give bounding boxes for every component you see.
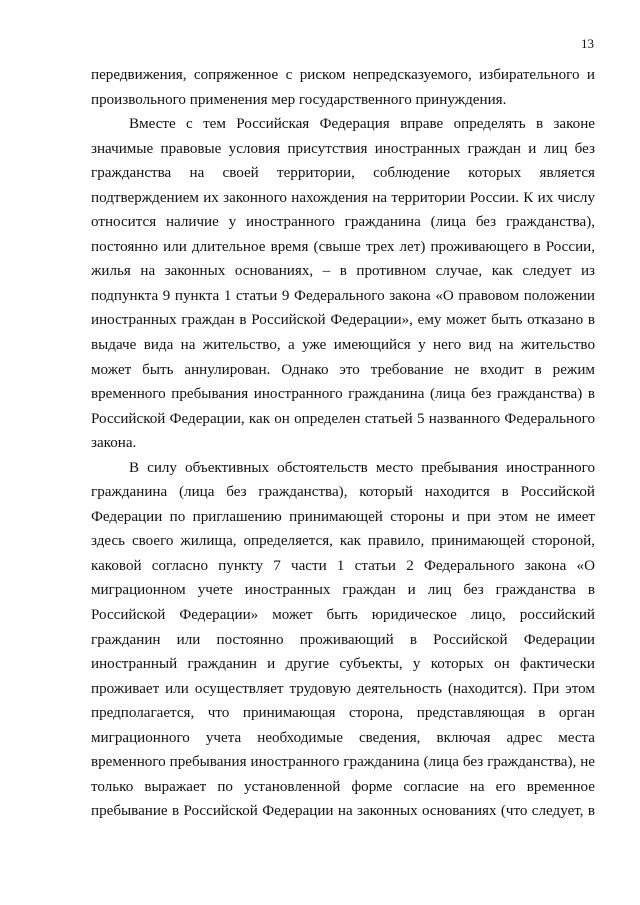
text-line: закона. bbox=[91, 435, 137, 452]
text-line: относится наличие у иностранного гражданина (лица без гражданства), bbox=[91, 214, 595, 231]
text-line: иностранных граждан в Российской Федерации», ему может быть отказано в bbox=[91, 312, 595, 329]
text-line: В силу объективных обстоятельств место пребывания иностранного bbox=[129, 459, 595, 476]
text-line: каковой согласно пункту 7 части 1 статьи 2 Федерального закона «О bbox=[91, 557, 595, 574]
text-line: гражданства на своей территории, соблюдение которых является bbox=[91, 165, 595, 182]
document-body bbox=[91, 63, 595, 824]
text-line: подтверждением их законного нахождения на территории России. К их числу bbox=[91, 189, 595, 206]
text-line: жилья на законных основаниях, – в противном случае, как следует из bbox=[91, 263, 595, 280]
text-line: Вместе с тем Российская Федерация вправе определять в законе bbox=[129, 116, 595, 133]
text-line: произвольного применения мер государственного принуждения. bbox=[91, 91, 507, 108]
text-line: постоянно или длительное время (свыше трех лет) проживающего в России, bbox=[91, 238, 595, 255]
text-line: временного пребывания иностранного гражданина (лица без гражданства), не bbox=[91, 754, 595, 771]
paragraph-1 bbox=[91, 63, 595, 112]
text-line: выдаче вида на жительство, а уже имеющийся у него вид на жительство bbox=[91, 337, 595, 354]
text-line: подпункта 9 пункта 1 статьи 9 Федерального закона «О правовом положении bbox=[91, 287, 595, 304]
text-line: только выражает по установленной форме согласие на его временное bbox=[91, 778, 595, 795]
page-number: 13 bbox=[581, 36, 594, 51]
text-line: предполагается, что принимающая сторона, представляющая в орган bbox=[91, 705, 595, 722]
paragraph-3 bbox=[91, 456, 595, 824]
text-line: гражданина (лица без гражданства), который находится в Российской bbox=[91, 484, 595, 501]
text-line: гражданин или постоянно проживающий в Российской Федерации bbox=[91, 631, 595, 648]
text-line: миграционного учета необходимые сведения, включая адрес места bbox=[91, 729, 595, 746]
text-line: Российской Федерации, как он определен статьей 5 названного Федерального bbox=[91, 410, 595, 427]
text-line: проживает или осуществляет трудовую деятельность (находится). При этом bbox=[91, 680, 595, 697]
text-line: временного пребывания иностранного гражданина (лица без гражданства) в bbox=[91, 386, 595, 403]
text-line: здесь своего жилища, определяется, как правило, принимающей стороной, bbox=[91, 533, 595, 550]
text-line: миграционном учете иностранных граждан и лиц без гражданства в bbox=[91, 582, 595, 599]
text-line: пребывание в Российской Федерации на законных основаниях (что следует, в bbox=[91, 803, 595, 820]
text-line: передвижения, сопряженное с риском непредсказуемого, избирательного и bbox=[91, 67, 595, 83]
paragraph-2 bbox=[91, 112, 595, 456]
text-line: может быть аннулирован. Однако это требование не входит в режим bbox=[91, 361, 595, 378]
text-line: Федерации по приглашению принимающей стороны и при этом не имеет bbox=[91, 508, 595, 525]
text-line: значимые правовые условия присутствия иностранных граждан и лиц без bbox=[91, 140, 595, 157]
text-line: иностранный гражданин и другие субъекты, у которых он фактически bbox=[91, 656, 595, 673]
text-line: Российской Федерации» может быть юридическое лицо, российский bbox=[91, 607, 595, 624]
